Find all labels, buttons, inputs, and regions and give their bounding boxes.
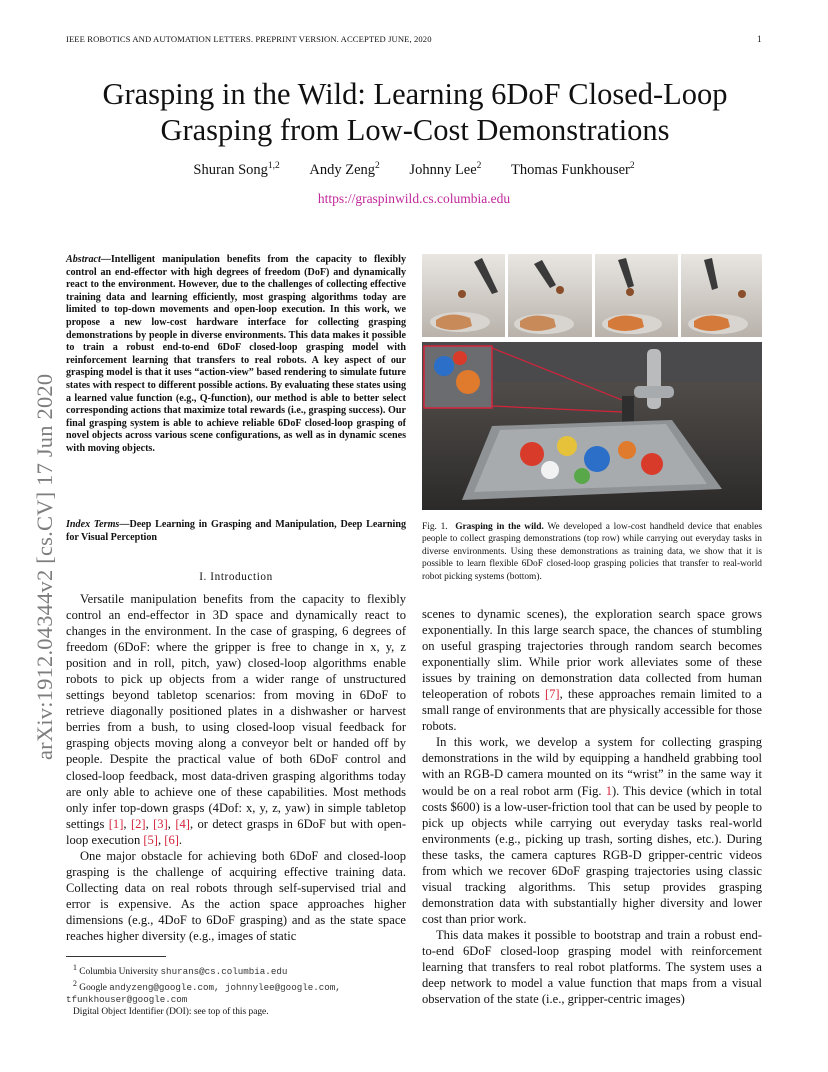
paragraph: Versatile manipulation benefits from the capacity to flexibly control an end-effector in 3D space and dynamically react to changes in the environment. In the case of grasping, 6 degrees of freedom (6DoF: where the gripper is free to change in x, y, z position and in roll, pitch, yaw) closed-loop algorithms enable robots to pick up objects from a wider range of unstructured settings beyond tabletop scenarios: from moving in 6DoF to retrieve diagonally positioned plates in a dishwasher or harvest berries from a bush, to using closed-loop visual feedback for grasping objects moving along a conveyor belt or handed off by people. Despite the practical value of both 6DoF control and closed-loop feedback, most data-driven grasping algorithms today are only able to achieve one of these capabilities. Most methods only infer top-down grasps (4Dof: x, y, z, yaw) in simple tabletop settings [1], [2], [3], [4], or detect grasps in 6DoF but with open-loop execution [5], [6].	[66, 592, 407, 847]
paper-title	[40, 76, 790, 148]
citation-link[interactable]: [2]	[130, 816, 146, 831]
citation-link[interactable]: [4]	[175, 816, 190, 831]
author: Thomas Funkhouser$^2$	[511, 161, 635, 178]
index-terms-label: Index Terms	[66, 519, 120, 530]
abstract	[66, 254, 406, 456]
page-number: 1	[757, 34, 762, 44]
demo-photo-1	[422, 254, 505, 337]
citation-link[interactable]: [7]	[544, 687, 560, 702]
paragraph: In this work, we develop a system for collecting grasping demonstrations in the wild by equipping a handheld grabbing tool with an RGB-D camera mounted on its “wrist” in the same way it would be on a real robot arm (Fig. 1). This device (which in total costs $600) is a low-user-friction tool that can be used by people to pick up objects while carrying out everyday tasks real-world environments (e.g., picking up trash, sorting dishes, etc.). During these tasks, the camera captures RGB-D gripper-centric videos from which we recover 6DoF grasping trajectories using classic visual tracking algorithms. This setup provides grasping demonstration data with substantially higher diversity and lower cost than prior work.	[422, 735, 763, 926]
figure-caption: Fig. 1. Grasping in the wild. We developed a low-cost handheld device that enables people to collect grasping demonstrations (top row) while carrying out everyday tasks in diverse environments. Using these demonstrations as training data, we show that it is possible to learn flexible 6DoF closed-loop grasping policies that transfer to real-world robot picking systems (bottom).	[422, 522, 762, 582]
citation-link[interactable]: [3]	[153, 816, 168, 831]
arxiv-stamp: arXiv:1912.04344v2 [cs.CV] 17 Jun 2020	[32, 373, 57, 760]
footnote: $^2$ Google andyzeng@google.com, johnnylee@google.com, tfunkhouser@google.com	[66, 979, 341, 1006]
citation-link[interactable]: [1]	[108, 816, 124, 831]
title-line-1: Grasping in the Wild: Learning 6DoF Closed-Loop	[102, 77, 728, 111]
demo-photo-4	[681, 254, 762, 337]
doi-note: Digital Object Identifier (DOI): see top of this page.	[73, 1007, 269, 1018]
footnote: $^1$ Columbia University shurans@cs.columbia.edu	[73, 963, 288, 978]
footnote-divider	[66, 956, 166, 957]
title-line-2: Grasping from Low-Cost Demonstrations	[160, 113, 670, 147]
intro-right-column	[422, 606, 762, 1007]
citation-link[interactable]: [5]	[143, 832, 158, 847]
footnotes	[66, 962, 411, 1018]
email-link[interactable]: shurans@cs.columbia.edu	[160, 966, 288, 978]
running-header: IEEE ROBOTICS AND AUTOMATION LETTERS. PREPRINT VERSION. ACCEPTED JUNE, 2020	[66, 34, 432, 44]
robot-photo	[422, 342, 762, 510]
abstract-label: Abstract	[66, 254, 101, 265]
section-heading: I. Introduction	[199, 571, 273, 583]
figure-reference-link[interactable]: 1	[605, 783, 612, 798]
abstract-text: —Intelligent manipulation benefits from the capacity to flexibly control an end-effector with high degrees of freedom (DoF) and dynamically react to the environment. However, due to the challenges of collecting effective training data and learning efficiently, most grasping algorithms today are limited to top-down movements and open-loop execution. In this work, we propose a new low-cost hardware interface for collecting grasping demonstrations by people in diverse environments. This data makes it possible to train a robust end-to-end 6DoF closed-loop grasping model with reinforcement learning that transfers to real robots. A key aspect of our grasping model is that it uses “action-view” based rendering to simulate future states with respect to different possible actions. By evaluating these states using a learned value function (e.g., Q-function), our method is able to better select corresponding actions that maximize total rewards (i.e., grasping success). Our final grasping system is able to achieve reliable 6DoF closed-loop grasping of novel objects across various scene configurations, as well as in dynamic scenes with moving objects.	[66, 254, 406, 454]
paragraph: scenes to dynamic scenes), the exploration search space grows exponentially. In this large search space, the chances of stumbling on useful grasping trajectories through random search becomes exponentially slim. While prior work alleviates some of these issues by training on demonstration data collected from human teleoperation of robots [7], these approaches remain limited to a small range of environments that are physically accessible for those robots.	[422, 607, 762, 734]
author: Shuran Song$^{1,2}$	[193, 161, 280, 178]
demo-photo-2	[508, 254, 592, 337]
project-url-link[interactable]: https://graspinwild.cs.columbia.edu	[317, 191, 511, 206]
paragraph: One major obstacle for achieving both 6DoF and closed-loop grasping is the challenge of acquiring effective training data. Collecting data on real robots through self-supervised trial and error is expensive. As the action space approaches higher dimensions (e.g., 4DoF to 6DoF grasping) and as the state space reaches higher diversity (e.g., images of static	[66, 848, 406, 943]
author: Andy Zeng$^2$	[309, 161, 380, 178]
author-list	[0, 161, 828, 179]
figure-1-photos	[422, 254, 762, 510]
index-terms	[66, 519, 406, 544]
citation-link[interactable]: [6]	[164, 832, 179, 847]
email-link[interactable]: andyzeng@google.com, johnnylee@google.com, tfunkhouser@google.com	[66, 982, 341, 1006]
index-terms-text: —Deep Learning in Grasping and Manipulation, Deep Learning for Visual Perception	[66, 519, 406, 543]
author: Johnny Lee$^2$	[409, 161, 482, 178]
intro-left-column	[66, 591, 406, 944]
demo-photo-3	[595, 254, 678, 337]
paragraph: This data makes it possible to bootstrap and train a robust end-to-end 6DoF closed-loop grasping model with reinforcement learning that transfers to real robot platforms. The system uses a deep network to model a value function that maps from a visual observation of the state (i.e., gripper-centric images)	[422, 927, 762, 1007]
